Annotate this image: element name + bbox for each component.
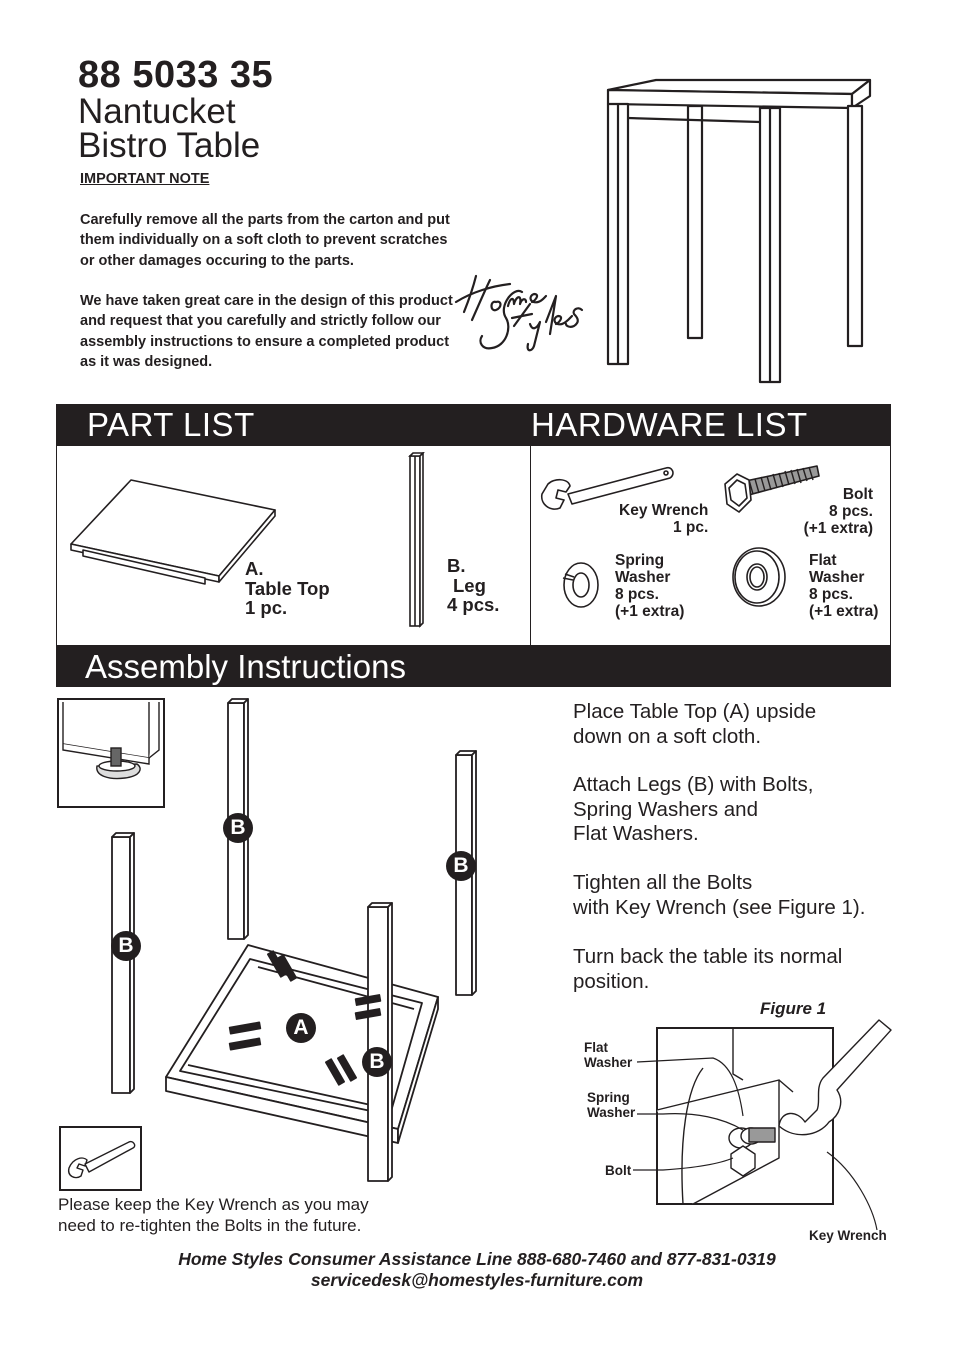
flat-label-line2: Washer <box>584 1055 633 1070</box>
product-name-line2: Bistro Table <box>78 126 261 165</box>
badge-leg-front-right: B <box>362 1047 392 1077</box>
flat-washer-name-1: Flat <box>809 552 837 569</box>
instruction-step-2 <box>573 773 903 847</box>
badge-leg-front-left: B <box>111 931 141 961</box>
instruction-step-4 <box>573 945 903 994</box>
bolt-qty: 8 pcs. <box>829 503 873 520</box>
instruction-step-1 <box>573 700 903 749</box>
step-1-line1: Place Table Top (A) upside <box>573 700 817 723</box>
assembly-heading-bar <box>56 646 891 687</box>
part-b-name: Leg <box>453 574 486 596</box>
keep-wrench-note <box>58 1195 369 1236</box>
step-1-line2: down on a soft cloth. <box>573 724 762 748</box>
product-code: 88 5033 35 <box>78 54 274 96</box>
product-name-line1: Nantucket <box>78 92 236 131</box>
step-2-line1: Attach Legs (B) with Bolts, <box>573 773 814 796</box>
spring-washer-extra: (+1 extra) <box>615 603 685 620</box>
flat-washer-label <box>809 552 878 620</box>
flat-washer-qty: 8 pcs. <box>809 586 853 603</box>
footer-email: servicedesk@homestyles-furniture.com <box>310 1270 644 1290</box>
spring-washer-icon <box>559 558 603 612</box>
home-styles-logo <box>452 262 592 362</box>
spring-label-line1: Spring <box>587 1090 630 1105</box>
leg-icon <box>407 452 427 630</box>
note-paragraph-1: Carefully remove all the parts from the carton and put them individually on a soft cloth to prevent scratches or other damages occuring to the parts. <box>80 212 450 269</box>
figure-label-bolt: Bolt <box>605 1163 632 1178</box>
assembly-diagram <box>100 697 490 1187</box>
spring-label-line2: Washer <box>587 1105 636 1120</box>
part-a-name: Table Top <box>245 577 330 599</box>
step-4-line2: position. <box>573 969 650 993</box>
part-b-letter: B. <box>447 555 466 576</box>
flat-washer-name-2: Washer <box>809 569 865 586</box>
part-a-label <box>245 559 330 618</box>
keep-wrench-line1: Please keep the Key Wrench as you may <box>58 1195 369 1214</box>
product-name <box>78 92 261 165</box>
badge-leg-back-left: B <box>223 813 253 843</box>
step-2-line2: Spring Washers and <box>573 797 758 821</box>
step-4-line1: Turn back the table its normal <box>573 945 843 968</box>
step-3-line2: with Key Wrench (see Figure 1). <box>573 895 866 919</box>
badge-table-top: A <box>286 1013 316 1043</box>
list-heading-bar <box>56 404 891 445</box>
bolt-extra: (+1 extra) <box>803 520 873 537</box>
flat-washer-extra: (+1 extra) <box>809 603 879 620</box>
hardware-list-heading: HARDWARE LIST <box>531 406 808 443</box>
badge-leg-back-right: B <box>446 851 476 881</box>
part-b-qty: 4 pcs. <box>447 594 500 615</box>
bolt-name: Bolt <box>842 486 873 503</box>
part-a-letter: A. <box>245 558 264 579</box>
assembled-table-illustration <box>600 78 876 388</box>
figure-label-spring-washer <box>587 1090 635 1120</box>
key-wrench-label <box>619 502 708 536</box>
flat-washer-icon <box>729 544 789 610</box>
bolt-label <box>801 486 873 537</box>
figure-label-key-wrench: Key Wrench <box>809 1228 887 1243</box>
figure-label-flat-washer <box>584 1040 632 1070</box>
key-wrench-qty: 1 pc. <box>672 519 709 536</box>
key-wrench-name: Key Wrench <box>619 502 709 519</box>
part-a-qty: 1 pc. <box>245 597 288 618</box>
spring-washer-name-1: Spring <box>615 552 665 569</box>
step-3-line1: Tighten all the Bolts <box>573 871 753 894</box>
hardware-list-panel <box>530 445 891 646</box>
spring-washer-qty: 8 pcs. <box>615 586 659 603</box>
part-list-heading: PART LIST <box>87 406 255 443</box>
wrench-inset <box>59 1126 143 1192</box>
assembly-heading: Assembly Instructions <box>85 648 406 685</box>
part-list-panel <box>56 445 531 646</box>
spring-washer-name-2: Washer <box>615 569 671 586</box>
spring-washer-label <box>615 552 684 620</box>
keep-wrench-line2: need to re-tighten the Bolts in the future. <box>58 1215 362 1235</box>
part-b-label <box>447 556 499 615</box>
figure-1-caption: Figure 1 <box>760 999 827 1018</box>
important-note-heading: IMPORTANT NOTE <box>80 171 210 187</box>
note-paragraph-2: We have taken great care in the design of this product and request that you carefully and strictly follow our assembly instructions to ensure a completed product as it was designed. <box>80 293 453 370</box>
footer-assistance-line: Home Styles Consumer Assistance Line 888-680-7460 and 877-831-0319 <box>178 1249 776 1269</box>
flat-label-line1: Flat <box>584 1040 609 1055</box>
step-2-line3: Flat Washers. <box>573 822 699 845</box>
instruction-step-3 <box>573 871 903 920</box>
